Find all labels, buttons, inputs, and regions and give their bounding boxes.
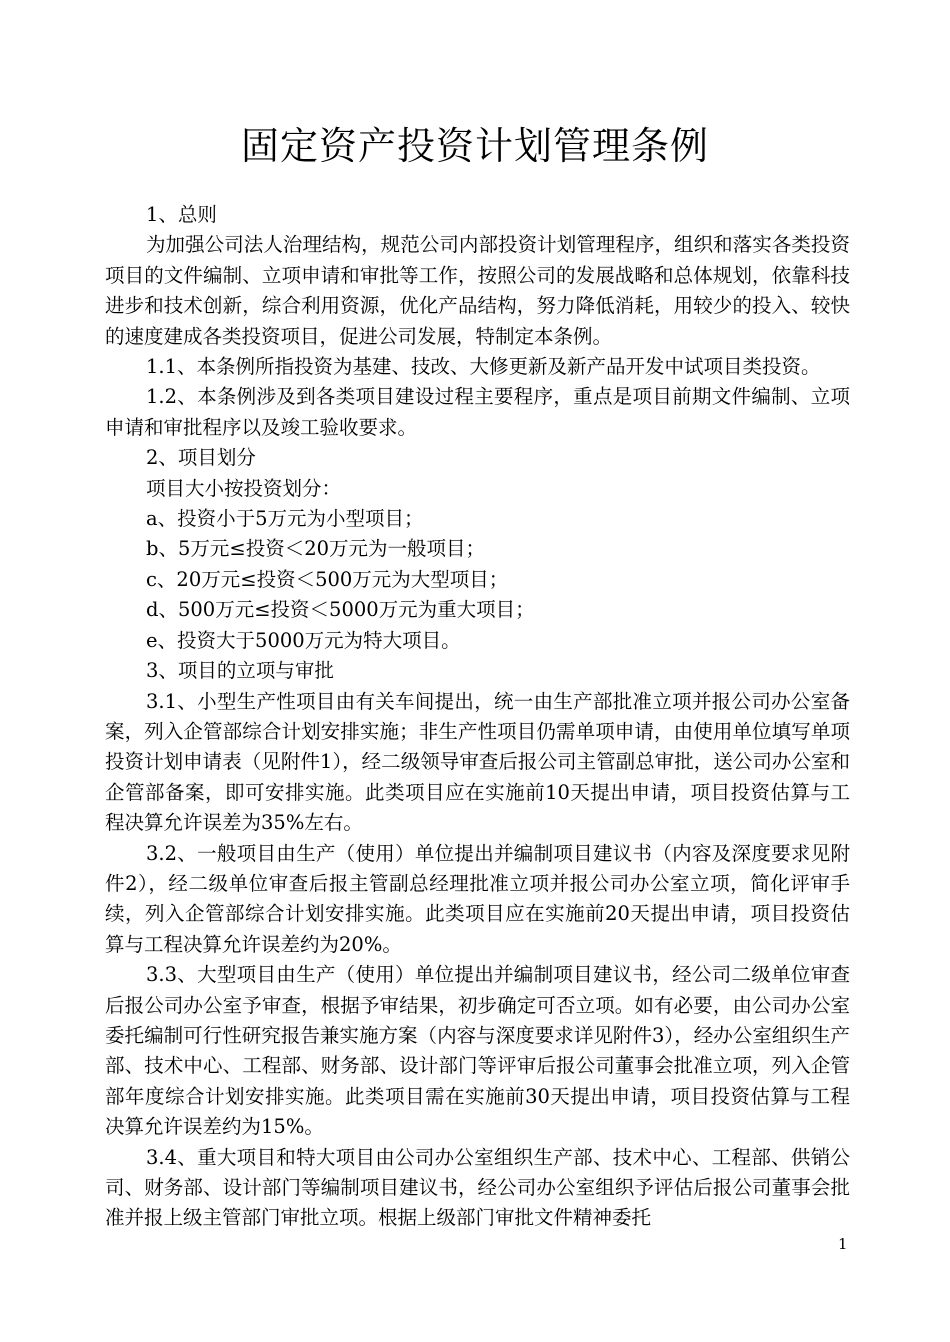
paragraph-1-1: 1.1、本条例所指投资为基建、技改、大修更新及新产品开发中试项目类投资。 [146,355,821,379]
list-item-a: a、投资小于5万元为小型项目； [146,507,424,531]
document-body [105,200,850,1234]
paragraph-3-2: 3.2、一般项目由生产（使用）单位提出并编制项目建议书（内容及深度要求见附件2），经二级单位审查后报主管副总经理批准立项并报公司办公室立项，简化评审手续，列入企管部综合计划安排实施。此类项目应在实施前20天提出申请，项目投资估算与工程决算允许误差约为20%。 [105,841,850,956]
list-item-c: c、20万元≤投资＜500万元为大型项目； [146,567,509,591]
list-item-b: b、5万元≤投资＜20万元为一般项目； [146,537,486,561]
page-number: 1 [838,1235,848,1253]
section-heading-project-classification: 2、项目划分 [146,446,256,470]
list-item-d: d、500万元≤投资＜5000万元为重大项目； [146,598,535,622]
paragraph-classification-intro: 项目大小按投资划分： [146,476,342,500]
paragraph-purpose: 为加强公司法人治理结构，规范公司内部投资计划管理程序，组织和落实各类投资项目的文件编制、立项申请和审批等工作，按照公司的发展战略和总体规划，依靠科技进步和技术创新，综合利用资源，优化产品结构，努力降低消耗，用较少的投入、较快的速度建成各类投资项目，促进公司发展，特制定本条例。 [105,233,850,348]
list-item-e: e、投资大于5000万元为特大项目。 [146,628,461,652]
paragraph-3-4: 3.4、重大项目和特大项目由公司办公室组织生产部、技术中心、工程部、供销公司、财务部、设计部门等编制项目建议书，经公司办公室组织予评估后报公司董事会批准并报上级主管部门审批立项。根据上级部门审批文件精神委托 [105,1145,850,1230]
section-heading-general: 1、总则 [146,203,217,226]
paragraph-1-2: 1.2、本条例涉及到各类项目建设过程主要程序，重点是项目前期文件编制、立项申请和审批程序以及竣工验收要求。 [105,385,850,439]
paragraph-3-3: 3.3、大型项目由生产（使用）单位提出并编制项目建议书，经公司二级单位审查后报公司办公室予审查，根据予审结果，初步确定可否立项。如有必要，由公司办公室委托编制可行性研究报告兼实施方案（内容与深度要求详见附件3），经办公室组织生产部、技术中心、工程部、财务部、设计部门等评审后报公司董事会批准立项，列入企管部年度综合计划安排实施。此类项目需在实施前30天提出申请，项目投资估算与工程决算允许误差约为15%。 [105,963,850,1139]
section-heading-approval: 3、项目的立项与审批 [146,659,334,683]
document-title: 固定资产投资计划管理条例 [240,124,709,168]
paragraph-3-1: 3.1、小型生产性项目由有关车间提出，统一由生产部批准立项并报公司办公室备案，列入企管部综合计划安排实施；非生产性项目仍需单项申请，由使用单位填写单项投资计划申请表（见附件1），经二级领导审查后报公司主管副总审批，送公司办公室和企管部备案，即可安排实施。此类项目应在实施前10天提出申请，项目投资估算与工程决算允许误差为35%左右。 [105,689,850,835]
